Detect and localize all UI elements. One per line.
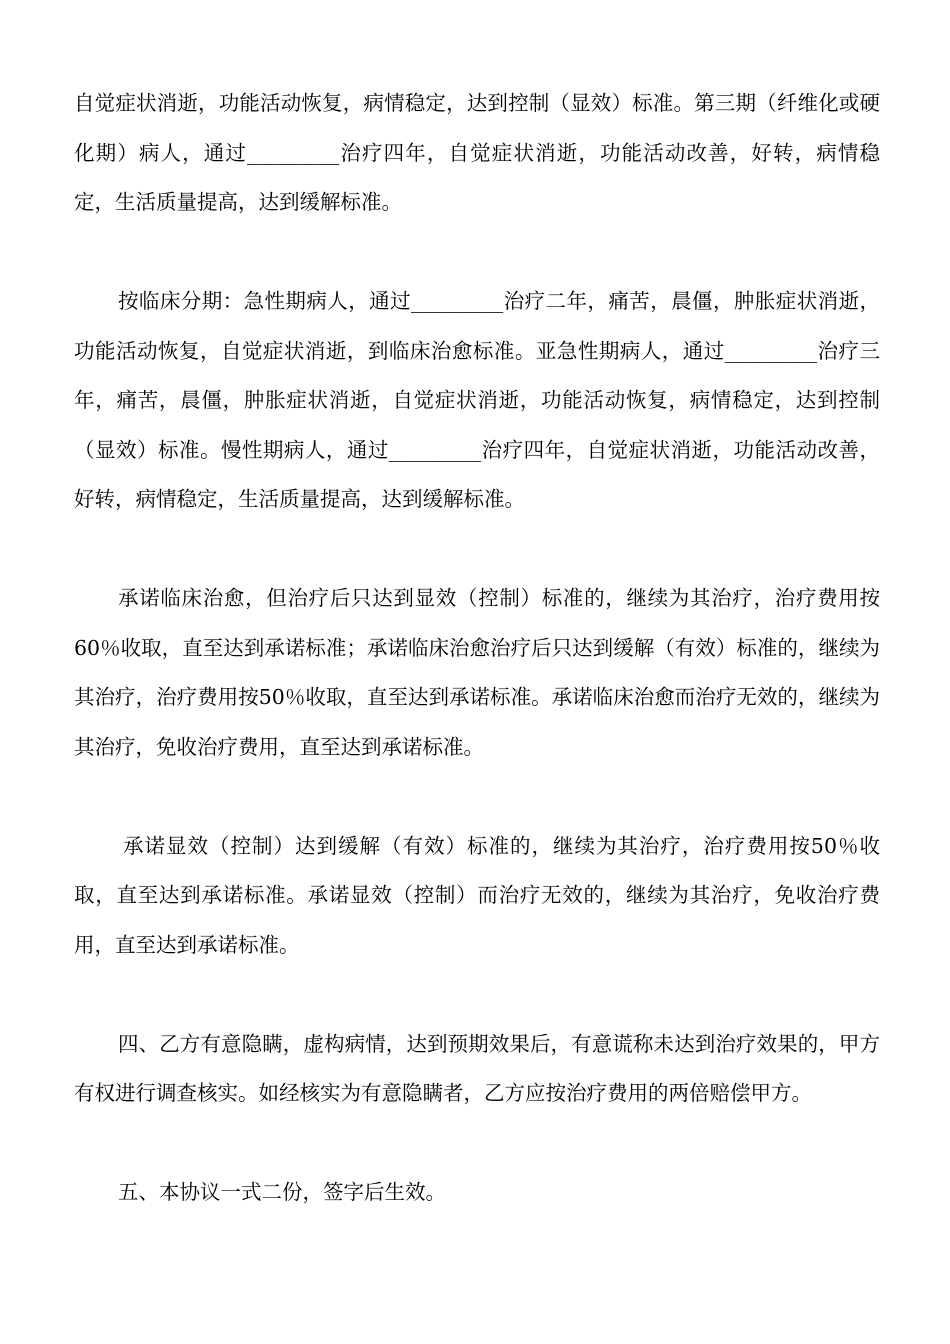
- paragraph-effective-commitment: 承诺显效（控制）达到缓解（有效）标准的，继续为其治疗，治疗费用按50％收取，直至达到承诺标准。承诺显效（控制）而治疗无效的，继续为其治疗，免收治疗费用，直至达到承诺标准。: [74, 833, 880, 957]
- paragraph-gap: [74, 1119, 880, 1169]
- paragraph-gap: [74, 772, 880, 822]
- paragraph-gap: [74, 228, 880, 278]
- paragraph-stage-three: 自觉症状消逝，功能活动恢复，病情稳定，达到控制（显效）标准。第三期（纤维化或硬化期）病人，通过_________治疗四年，自觉症状消逝，功能活动改善，好转，病情稳定，生活质量提高，达到缓解标准。: [74, 91, 880, 214]
- clause-five: 五、本协议一式二份，签字后生效。: [118, 1180, 446, 1204]
- paragraph-clinical-staging: 按临床分期：急性期病人，通过_________治疗二年，痛苦，晨僵，肿胀症状消逝，功能活动恢复，自觉症状消逝，到临床治愈标准。亚急性期病人，通过_________治疗三年，痛苦，晨僵，肿胀症状消逝，自觉症状消逝，功能活动恢复，病情稳定，达到控制（显效）标准。慢性期病人，通过_________治疗四年，自觉症状消逝，功能活动改善，好转，病情稳定，生活质量提高，达到缓解标准。: [74, 289, 880, 511]
- clause-four: 四、乙方有意隐瞒，虚构病情，达到预期效果后，有意谎称未达到治疗效果的，甲方有权进行调查核实。如经核实为有意隐瞒者，乙方应按治疗费用的两倍赔偿甲方。: [74, 1031, 880, 1105]
- paragraph-gap: [74, 525, 880, 575]
- paragraph-cure-commitment: 承诺临床治愈，但治疗后只达到显效（控制）标准的，继续为其治疗，治疗费用按60％收取，直至达到承诺标准；承诺临床治愈治疗后只达到缓解（有效）标准的，继续为其治疗，治疗费用按50％收取，直至达到承诺标准。承诺临床治愈而治疗无效的，继续为其治疗，免收治疗费用，直至达到承诺标准。: [74, 586, 880, 759]
- paragraph-gap: [74, 970, 880, 1020]
- document-page: [74, 79, 880, 1218]
